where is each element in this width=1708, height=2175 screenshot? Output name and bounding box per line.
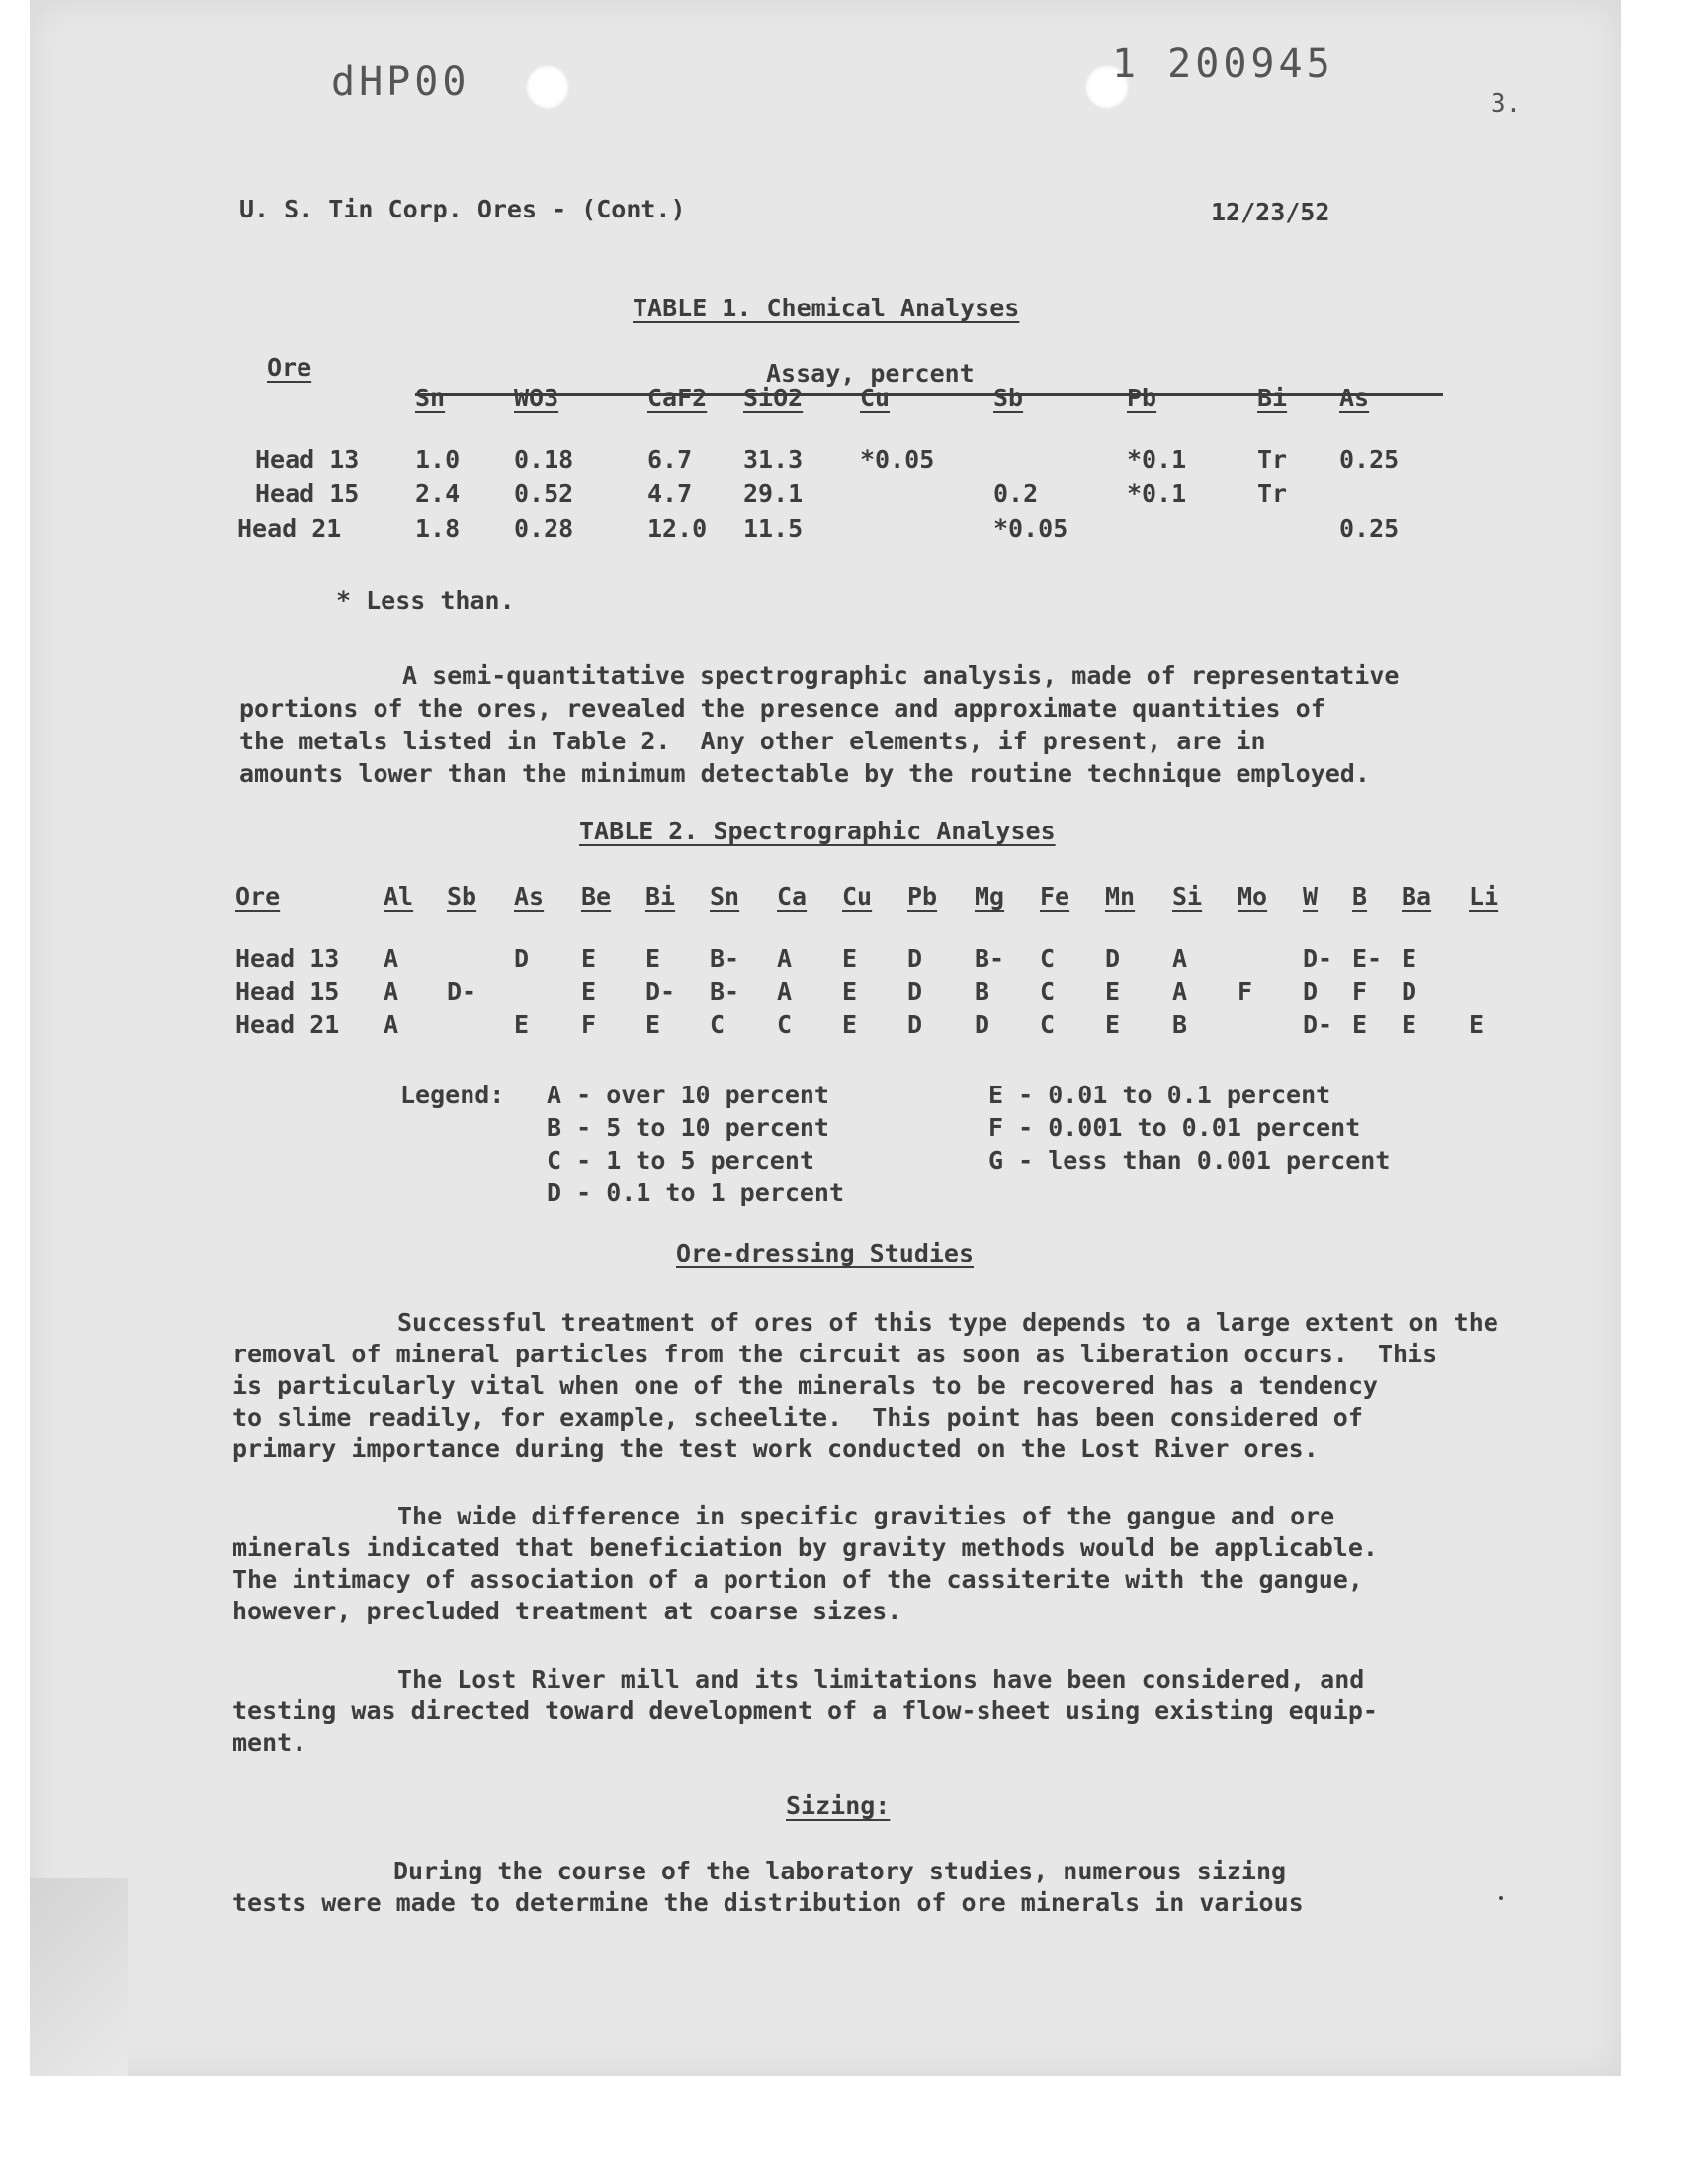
table1-cell: Tr bbox=[1257, 479, 1288, 508]
table2-col-header: Cu bbox=[842, 882, 873, 911]
table2-cell: E bbox=[581, 944, 597, 973]
table2-cell: C bbox=[1040, 1010, 1056, 1039]
table1-cell: 0.25 bbox=[1339, 514, 1400, 543]
table2-cell: D bbox=[907, 944, 923, 973]
text-line: the metals listed in Table 2. Any other elements, if present, are in bbox=[239, 727, 1266, 755]
table2-col-header: Mn bbox=[1105, 882, 1136, 911]
table2-col-header: Be bbox=[581, 882, 612, 911]
table1-assay-header: Assay, percent bbox=[766, 359, 975, 388]
sizing-heading: Sizing: bbox=[786, 1791, 891, 1820]
table2-cell: D bbox=[1303, 977, 1319, 1005]
table1-col-header: Pb bbox=[1127, 384, 1157, 412]
table1-cell: 12.0 bbox=[647, 514, 708, 543]
table2-title: TABLE 2. Spectrographic Analyses bbox=[579, 817, 1056, 845]
document-stamp-right: 1 200945 bbox=[1112, 42, 1334, 87]
table2-cell: F bbox=[1238, 977, 1253, 1005]
table2-col-header: Li bbox=[1469, 882, 1499, 911]
table1-cell: *0.05 bbox=[860, 445, 935, 474]
table1-col-header: WO3 bbox=[514, 384, 559, 412]
table1-cell: 1.0 bbox=[415, 445, 461, 474]
table1-cell: 0.28 bbox=[514, 514, 574, 543]
text-line: A semi-quantitative spectrographic analysis, made of representative bbox=[402, 661, 1400, 690]
legend-entry: F - 0.001 to 0.01 percent bbox=[988, 1113, 1361, 1142]
text-line: The intimacy of association of a portion of the cassiterite with the gangue, bbox=[232, 1565, 1363, 1594]
table2-cell: B bbox=[975, 977, 990, 1005]
legend-entry: E - 0.01 to 0.1 percent bbox=[988, 1081, 1331, 1109]
table2-cell: E bbox=[514, 1010, 530, 1039]
table2-col-header: Fe bbox=[1040, 882, 1070, 911]
table2-cell: F bbox=[1352, 977, 1368, 1005]
table2-cell: C bbox=[1040, 977, 1056, 1005]
table2-cell: E bbox=[842, 1010, 858, 1039]
page-header-title: U. S. Tin Corp. Ores - (Cont.) bbox=[239, 195, 686, 223]
stray-mark bbox=[1499, 1896, 1503, 1900]
table2-cell: A bbox=[777, 944, 793, 973]
table2-row-label: Head 21 bbox=[235, 1010, 340, 1039]
table1-col-header: Sn bbox=[415, 384, 446, 412]
table1-cell: 6.7 bbox=[647, 445, 693, 474]
text-line: amounts lower than the minimum detectable by the routine technique employed. bbox=[239, 759, 1370, 788]
table2-cell: A bbox=[384, 1010, 399, 1039]
text-line: ment. bbox=[232, 1728, 307, 1757]
table2-cell: D bbox=[1105, 944, 1121, 973]
text-line: primary importance during the test work conducted on the Lost River ores. bbox=[232, 1435, 1319, 1463]
table2-cell: A bbox=[384, 977, 399, 1005]
table1-cell: 11.5 bbox=[743, 514, 804, 543]
table1-header-rule bbox=[415, 393, 1443, 396]
table2-cell: E bbox=[581, 977, 597, 1005]
table2-col-header: Ca bbox=[777, 882, 808, 911]
table2-cell: A bbox=[777, 977, 793, 1005]
table1-ore-header: Ore bbox=[267, 353, 312, 382]
table1-row-label: Head 21 bbox=[237, 514, 342, 543]
table1-row-label: Head 15 bbox=[255, 479, 360, 508]
table2-cell: E bbox=[645, 944, 661, 973]
table2-cell: B- bbox=[975, 944, 1005, 973]
table2-cell: E bbox=[1105, 977, 1121, 1005]
text-line: portions of the ores, revealed the presence and approximate quantities of bbox=[239, 694, 1325, 723]
table2-cell: D bbox=[907, 977, 923, 1005]
table2-cell: E bbox=[842, 944, 858, 973]
table2-cell: A bbox=[1172, 977, 1188, 1005]
table1-cell: 29.1 bbox=[743, 479, 804, 508]
table2-ore-header: Ore bbox=[235, 882, 281, 911]
table1-col-header: As bbox=[1339, 384, 1370, 412]
table2-col-header: Si bbox=[1172, 882, 1203, 911]
table2-col-header: Sb bbox=[447, 882, 477, 911]
page-fold-corner bbox=[30, 1878, 128, 2076]
page-number: 3. bbox=[1491, 89, 1522, 119]
legend-entry: B - 5 to 10 percent bbox=[547, 1113, 829, 1142]
table2-cell: B- bbox=[710, 977, 740, 1005]
table1-cell: 31.3 bbox=[743, 445, 804, 474]
table2-cell: E bbox=[1402, 1010, 1417, 1039]
table1-cell: 0.52 bbox=[514, 479, 574, 508]
legend-entry: G - less than 0.001 percent bbox=[988, 1146, 1391, 1174]
table1-cell: 0.2 bbox=[993, 479, 1039, 508]
ore-dressing-heading: Ore-dressing Studies bbox=[676, 1239, 975, 1267]
table2-cell: E bbox=[1352, 1010, 1368, 1039]
table2-cell: D bbox=[907, 1010, 923, 1039]
text-line: however, precluded treatment at coarse sizes. bbox=[232, 1597, 902, 1625]
table1-col-header: Bi bbox=[1257, 384, 1288, 412]
table2-cell: F bbox=[581, 1010, 597, 1039]
table2-cell: E bbox=[842, 977, 858, 1005]
table2-cell: D- bbox=[447, 977, 477, 1005]
table2-col-header: Pb bbox=[907, 882, 938, 911]
table2-cell: E bbox=[1105, 1010, 1121, 1039]
table2-cell: E bbox=[1402, 944, 1417, 973]
table2-cell: C bbox=[1040, 944, 1056, 973]
document-stamp-left: dHP00 bbox=[331, 59, 470, 105]
table2-cell: D- bbox=[645, 977, 676, 1005]
table1-cell: 1.8 bbox=[415, 514, 461, 543]
table2-col-header: Mo bbox=[1238, 882, 1268, 911]
table1-cell: Tr bbox=[1257, 445, 1288, 474]
legend-entry: C - 1 to 5 percent bbox=[547, 1146, 814, 1174]
text-line: Successful treatment of ores of this type depends to a large extent on the bbox=[397, 1308, 1498, 1337]
table2-cell: D bbox=[975, 1010, 990, 1039]
table1-cell: *0.1 bbox=[1127, 445, 1187, 474]
table2-col-header: Sn bbox=[710, 882, 740, 911]
table2-col-header: W bbox=[1303, 882, 1319, 911]
table2-col-header: Ba bbox=[1402, 882, 1432, 911]
table1-col-header: SiO2 bbox=[743, 384, 804, 412]
legend-entry: A - over 10 percent bbox=[547, 1081, 829, 1109]
table2-row-label: Head 13 bbox=[235, 944, 340, 973]
table2-cell: C bbox=[710, 1010, 726, 1039]
table2-col-header: B bbox=[1352, 882, 1368, 911]
table2-cell: A bbox=[384, 944, 399, 973]
table1-col-header: Sb bbox=[993, 384, 1024, 412]
table1-cell: *0.1 bbox=[1127, 479, 1187, 508]
table2-col-header: As bbox=[514, 882, 545, 911]
legend-label: Legend: bbox=[400, 1081, 505, 1109]
punch-hole bbox=[526, 65, 569, 109]
text-line: removal of mineral particles from the circuit as soon as liberation occurs. This bbox=[232, 1340, 1438, 1368]
table1-footnote: * Less than. bbox=[336, 586, 515, 615]
table1-cell: 0.18 bbox=[514, 445, 574, 474]
table2-col-header: Bi bbox=[645, 882, 676, 911]
text-line: The wide difference in specific gravities of the gangue and ore bbox=[397, 1502, 1335, 1530]
table1-cell: *0.05 bbox=[993, 514, 1068, 543]
table1-cell: 4.7 bbox=[647, 479, 693, 508]
table2-cell: D- bbox=[1303, 944, 1333, 973]
table1-col-header: CaF2 bbox=[647, 384, 708, 412]
table2-cell: B bbox=[1172, 1010, 1188, 1039]
table1-cell: 0.25 bbox=[1339, 445, 1400, 474]
table1-col-header: Cu bbox=[860, 384, 891, 412]
table2-cell: C bbox=[777, 1010, 793, 1039]
table2-col-header: Al bbox=[384, 882, 414, 911]
table2-row-label: Head 15 bbox=[235, 977, 340, 1005]
table2-cell: E bbox=[1469, 1010, 1485, 1039]
text-line: minerals indicated that beneficiation by gravity methods would be applicable. bbox=[232, 1533, 1378, 1562]
table1-title: TABLE 1. Chemical Analyses bbox=[633, 294, 1020, 322]
table2-cell: D bbox=[514, 944, 530, 973]
table2-cell: A bbox=[1172, 944, 1188, 973]
table1-cell: 2.4 bbox=[415, 479, 461, 508]
text-line: The Lost River mill and its limitations have been considered, and bbox=[397, 1665, 1365, 1694]
table2-cell: E bbox=[645, 1010, 661, 1039]
legend-entry: D - 0.1 to 1 percent bbox=[547, 1178, 845, 1207]
text-line: is particularly vital when one of the minerals to be recovered has a tendency bbox=[232, 1371, 1378, 1400]
table1-row-label: Head 13 bbox=[255, 445, 360, 474]
text-line: During the course of the laboratory studies, numerous sizing bbox=[393, 1857, 1287, 1885]
page-header-date: 12/23/52 bbox=[1211, 198, 1330, 226]
table2-col-header: Mg bbox=[975, 882, 1005, 911]
table2-cell: B- bbox=[710, 944, 740, 973]
table2-cell: D- bbox=[1303, 1010, 1333, 1039]
text-line: to slime readily, for example, scheelite. This point has been considered of bbox=[232, 1403, 1363, 1432]
table2-cell: D bbox=[1402, 977, 1417, 1005]
text-line: tests were made to determine the distribution of ore minerals in various bbox=[232, 1888, 1304, 1917]
text-line: testing was directed toward development of a flow-sheet using existing equip- bbox=[232, 1696, 1378, 1725]
table2-cell: E- bbox=[1352, 944, 1383, 973]
